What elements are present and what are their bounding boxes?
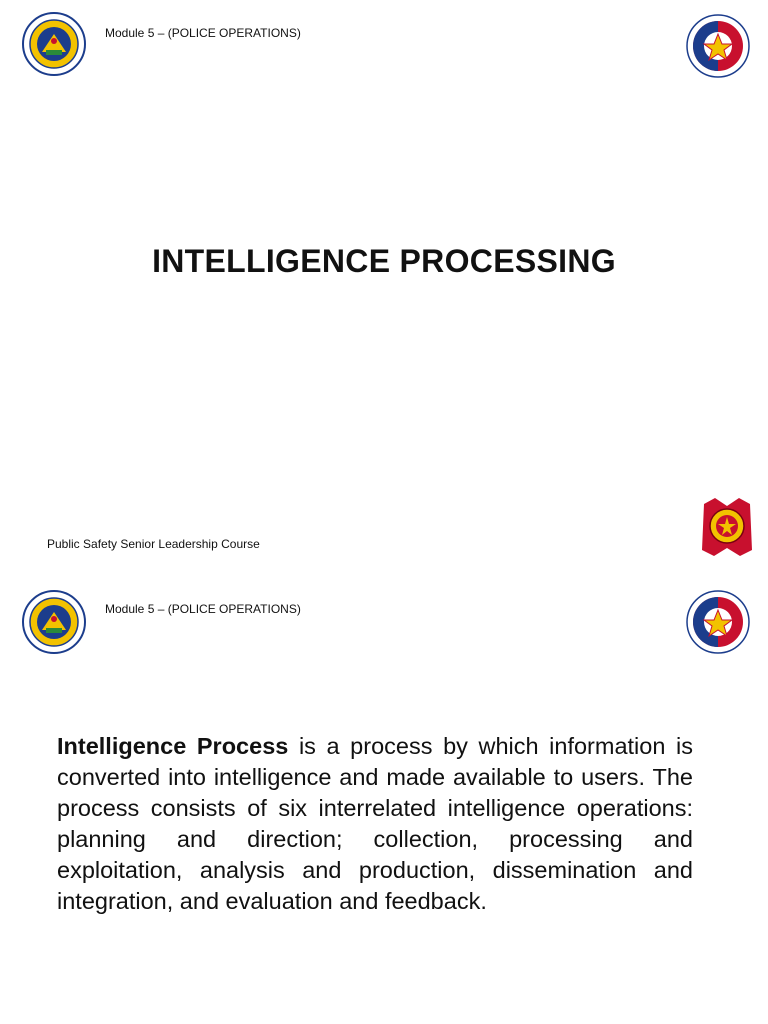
pnp-training-seal-icon bbox=[686, 590, 750, 654]
pnp-badge-icon bbox=[700, 496, 754, 558]
module-header: Module 5 – (POLICE OPERATIONS) bbox=[105, 602, 301, 616]
definition-text: is a process by which information is converted into intelligence and made available to users. The process consists of six interrelated intelligence operations: planning and direction; collection, processing and exploitation, analysis and production, dissemination and integration, and evaluation and feedback. bbox=[57, 733, 693, 914]
defined-term: Intelligence Process bbox=[57, 733, 289, 759]
psu-seal-icon bbox=[22, 12, 86, 76]
content-slide bbox=[0, 576, 768, 1024]
slide-title: INTELLIGENCE PROCESSING bbox=[152, 243, 616, 279]
definition-paragraph bbox=[57, 731, 693, 917]
psu-seal-icon bbox=[22, 590, 86, 654]
module-header: Module 5 – (POLICE OPERATIONS) bbox=[105, 26, 301, 40]
course-footer: Public Safety Senior Leadership Course bbox=[47, 537, 260, 551]
pnp-training-seal-icon bbox=[686, 14, 750, 78]
